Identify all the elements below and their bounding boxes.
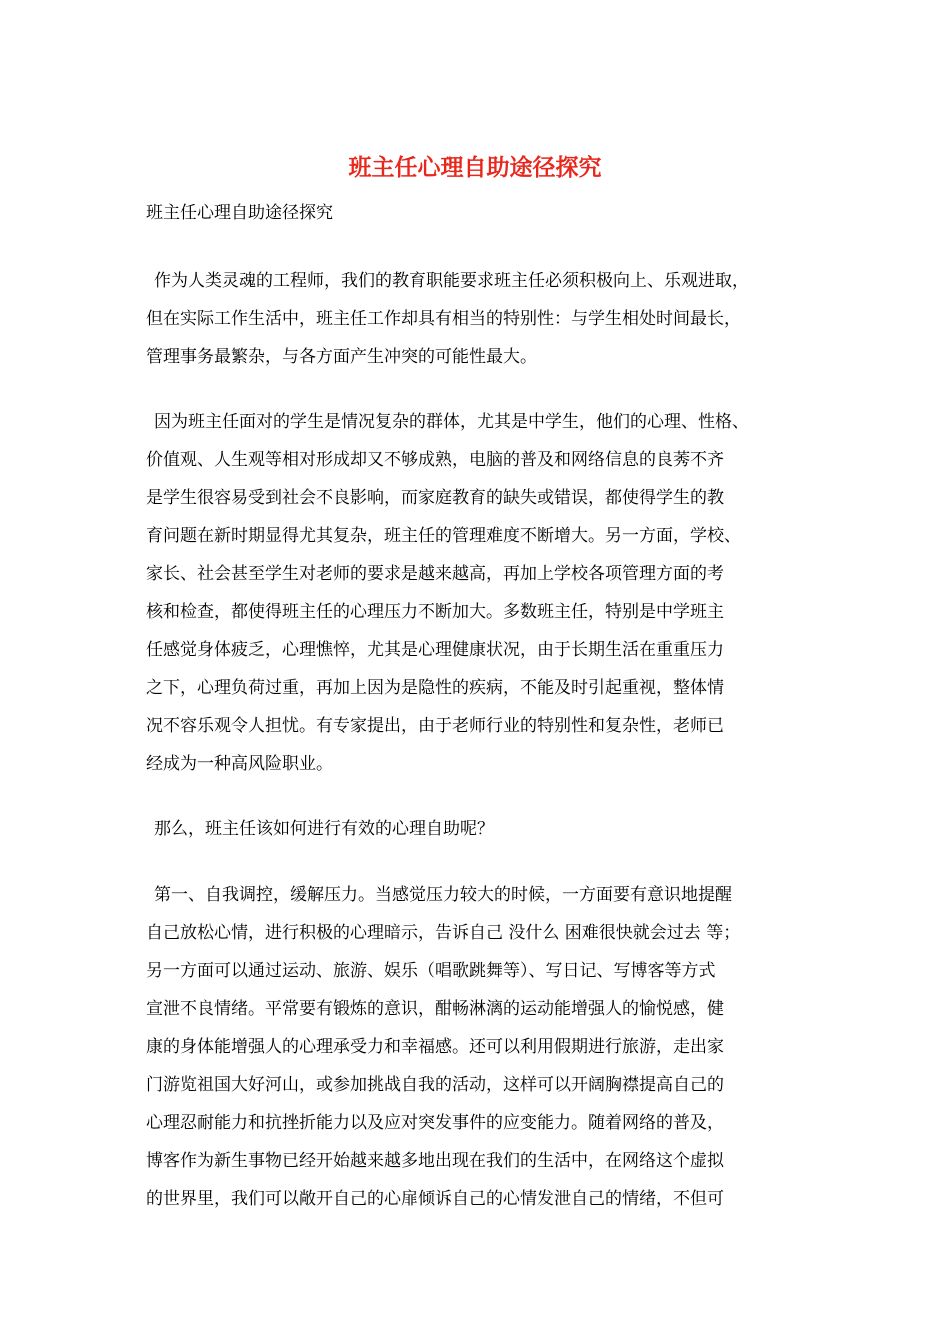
paragraph-line: 任感觉身体疲乏，心理憔悴，尤其是心理健康状况，由于长期生活在重重压力 (146, 640, 724, 660)
paragraph-line: 博客作为新生事物已经开始越来越多地出现在我们的生活中，在网络这个虚拟 (146, 1151, 724, 1171)
paragraph-intro (146, 262, 749, 376)
paragraph-line: 宣泄不良情绪。平常要有锻炼的意识，酣畅淋漓的运动能增强人的愉悦感，健 (146, 999, 724, 1019)
paragraph-first-method (146, 876, 740, 1218)
paragraph-line: 是学生很容易受到社会不良影响，而家庭教育的缺失或错误，都使得学生的教 (146, 488, 724, 508)
paragraph-line: 价值观、人生观等相对形成却又不够成熟，电脑的普及和网络信息的良莠不齐 (146, 450, 724, 470)
paragraph-background (146, 403, 749, 783)
paragraph-line: 家长、社会甚至学生对老师的要求是越来越高，再加上学校各项管理方面的考 (146, 564, 724, 584)
paragraph-line: 另一方面可以通过运动、旅游、娱乐（唱歌跳舞等）、写日记、写博客等方式 (146, 961, 716, 981)
paragraph-line: 康的身体能增强人的心理承受力和幸福感。还可以利用假期进行旅游，走出家 (146, 1037, 724, 1057)
document-subtitle: 班主任心理自助途径探究 (146, 203, 333, 223)
paragraph-line: 心理忍耐能力和抗挫折能力以及应对突发事件的应变能力。随着网络的普及， (146, 1113, 724, 1133)
paragraph-line: 第一、自我调控，缓解压力。当感觉压力较大的时候，一方面要有意识地提醒 (154, 885, 732, 905)
paragraph-line: 但在实际工作生活中，班主任工作却具有相当的特别性：与学生相处时间最长， (146, 309, 741, 329)
document-title: 班主任心理自助途径探究 (348, 154, 602, 181)
paragraph-question (146, 810, 494, 848)
paragraph-line: 作为人类灵魂的工程师，我们的教育职能要求班主任必须积极向上、乐观进取， (154, 271, 749, 291)
paragraph-line: 自己放松心情，进行积极的心理暗示，告诉自己 没什么 困难很快就会过去 等； (146, 923, 741, 943)
paragraph-line: 那么，班主任该如何进行有效的心理自助呢？ (154, 819, 494, 839)
paragraph-line: 核和检查，都使得班主任的心理压力不断加大。多数班主任，特别是中学班主 (146, 602, 724, 622)
paragraph-line: 之下，心理负荷过重，再加上因为是隐性的疾病，不能及时引起重视，整体情 (146, 678, 724, 698)
paragraph-line: 经成为一种高风险职业。 (146, 754, 333, 774)
paragraph-line: 况不容乐观令人担忧。有专家提出，由于老师行业的特别性和复杂性，老师已 (146, 716, 724, 736)
paragraph-line: 因为班主任面对的学生是情况复杂的群体，尤其是中学生，他们的心理、性格、 (154, 412, 749, 432)
paragraph-line: 育问题在新时期显得尤其复杂，班主任的管理难度不断增大。另一方面，学校、 (146, 526, 741, 546)
paragraph-line: 门游览祖国大好河山，或参加挑战自我的活动，这样可以开阔胸襟提高自己的 (146, 1075, 724, 1095)
paragraph-line: 管理事务最繁杂，与各方面产生冲突的可能性最大。 (146, 347, 537, 367)
paragraph-line: 的世界里，我们可以敞开自己的心扉倾诉自己的心情发泄自己的情绪，不但可 (146, 1189, 724, 1209)
